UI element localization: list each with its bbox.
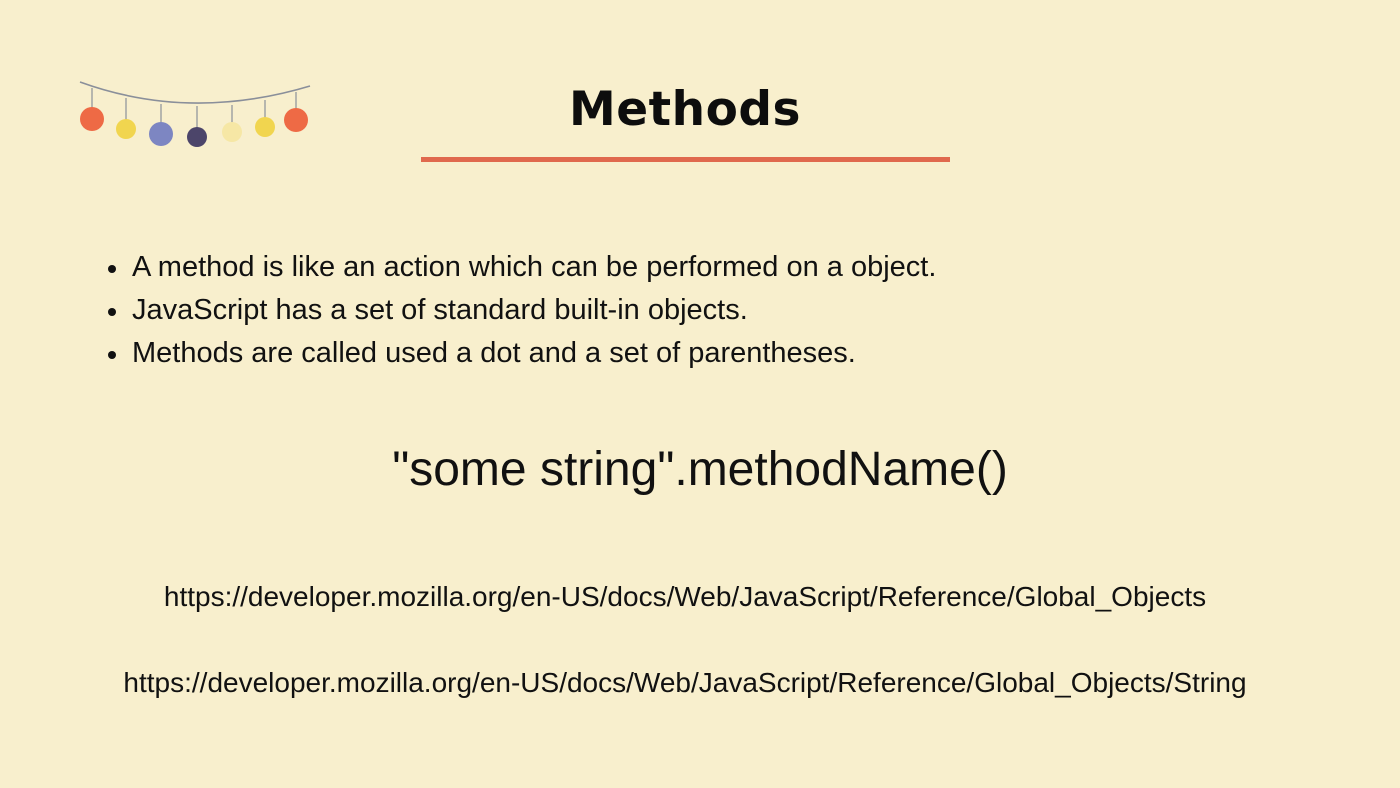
bullet-text: Methods are called used a dot and a set of parentheses. bbox=[132, 337, 856, 369]
bullet-text: JavaScript has a set of standard built-in objects. bbox=[132, 294, 748, 326]
reference-link-global-objects[interactable]: https://developer.mozilla.org/en-US/docs/Web/JavaScript/Reference/Global_Objects bbox=[163, 581, 1207, 612]
garland-lights-icon bbox=[70, 72, 320, 162]
code-example: "some string".methodName() bbox=[392, 443, 1008, 496]
list-item bbox=[100, 332, 936, 375]
bullet-icon bbox=[108, 308, 116, 316]
bullet-text: A method is like an action which can be performed on a object. bbox=[132, 251, 937, 283]
reference-link-string[interactable]: https://developer.mozilla.org/en-US/docs/Web/JavaScript/Reference/Global_Objects/String bbox=[123, 667, 1247, 698]
bullet-icon bbox=[108, 351, 116, 359]
bullet-list bbox=[100, 246, 936, 375]
bullet-icon bbox=[108, 265, 116, 273]
list-item bbox=[100, 246, 936, 289]
title-underline bbox=[421, 157, 950, 162]
page-title: Methods bbox=[569, 82, 801, 137]
list-item bbox=[100, 289, 936, 332]
